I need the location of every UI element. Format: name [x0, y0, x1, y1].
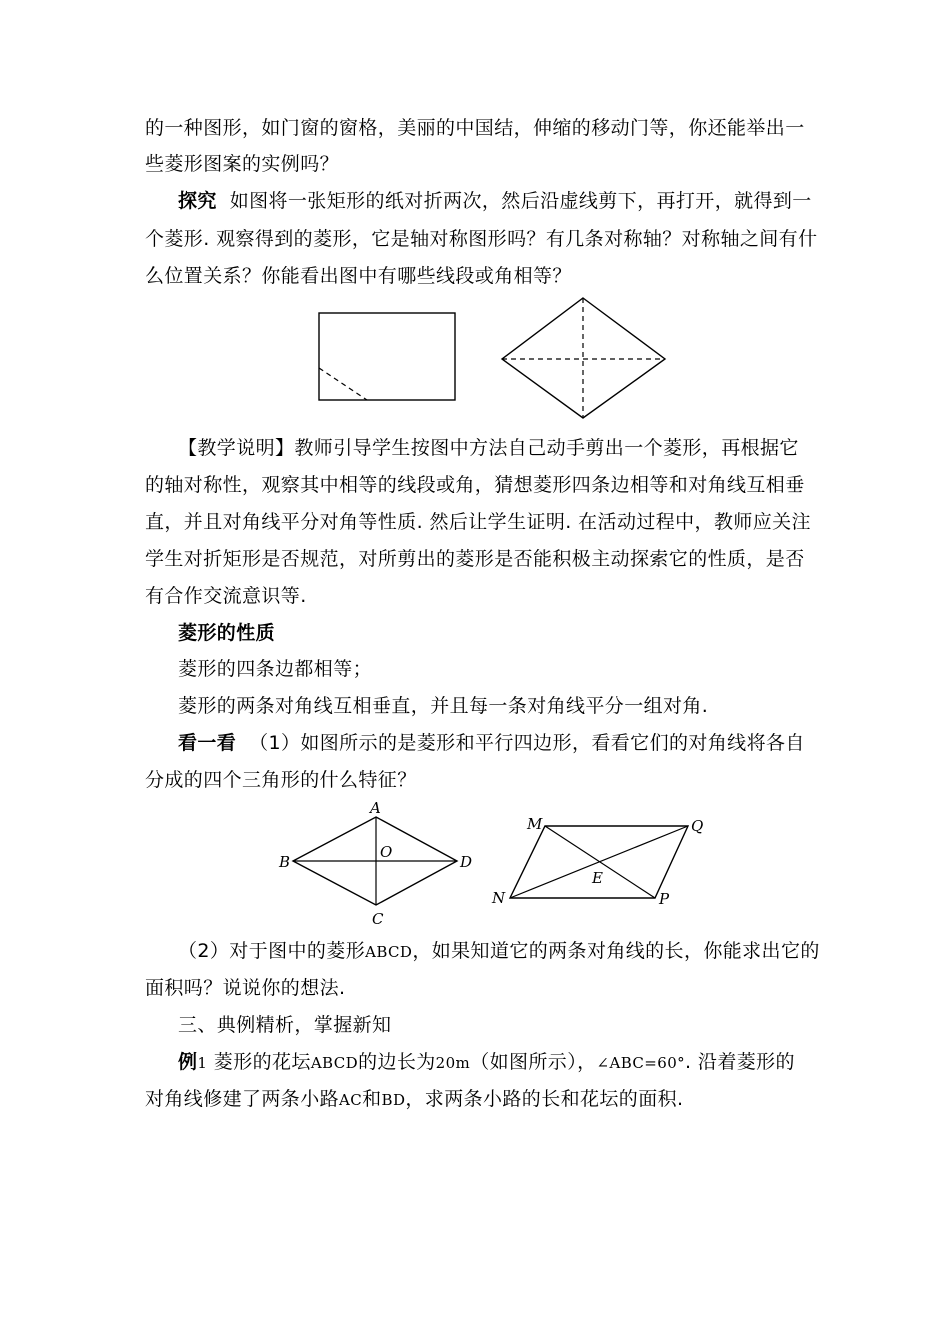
label-p: P: [659, 890, 670, 908]
example-line: 对角线修建了两条小路AC和BD，求两条小路的长和花坛的面积.: [145, 1088, 684, 1110]
section-heading: 三、典例精析，掌握新知: [178, 1014, 392, 1036]
text-line: 的一种图形，如门窗的窗格，美丽的中国结，伸缩的移动门等，你还能举出一: [145, 117, 805, 139]
note-line: 直，并且对角线平分对角等性质. 然后让学生证明. 在活动过程中，教师应关注: [145, 511, 811, 533]
label-m: M: [527, 815, 543, 833]
text-line: 分成的四个三角形的什么特征？: [145, 769, 417, 791]
look-line: 看一看 （1）如图所示的是菱形和平行四边形，看看它们的对角线将各自: [178, 732, 805, 754]
label-n: N: [492, 889, 506, 907]
question-2-line: （2）对于图中的菱形ABCD，如果知道它的两条对角线的长，你能求出它的: [178, 940, 820, 962]
label-e: E: [592, 869, 603, 887]
diagonal-nq: [510, 826, 688, 898]
note-line: 学生对折矩形是否规范，对所剪出的菱形是否能积极主动探索它的性质，是否: [145, 548, 805, 570]
label-d: D: [460, 853, 473, 871]
cut-line: [319, 368, 367, 400]
note-line: 有合作交流意识等.: [145, 585, 307, 607]
look-label: 看一看: [178, 732, 237, 754]
property-item: 菱形的两条对角线互相垂直，并且每一条对角线平分一组对角.: [178, 695, 709, 717]
text-line: 面积吗？说说你的想法.: [145, 977, 346, 999]
label-q: Q: [691, 817, 704, 835]
label-b: B: [279, 853, 291, 871]
fold-cut-figure: [300, 292, 680, 422]
note-line: 【教学说明】教师引导学生按图中方法自己动手剪出一个菱形，再根据它: [178, 437, 799, 459]
property-item: 菱形的四条边都相等；: [178, 658, 373, 680]
folded-rectangle: [319, 313, 455, 400]
rhombus-parallelogram-figure: [270, 795, 720, 935]
explore-line: 探究 如图将一张矩形的纸对折两次，然后沿虚线剪下，再打开，就得到一: [178, 190, 812, 212]
text-line: 么位置关系？你能看出图中有哪些线段或角相等？: [145, 265, 572, 287]
label-c: C: [372, 910, 384, 928]
explore-label: 探究: [178, 190, 217, 212]
text-line: 个菱形. 观察得到的菱形，它是轴对称图形吗？有几条对称轴？对称轴之间有什: [145, 228, 818, 250]
label-a: A: [370, 799, 381, 817]
note-line: 的轴对称性，观察其中相等的线段或角，猜想菱形四条边相等和对角线互相垂: [145, 474, 805, 496]
label-o: O: [380, 843, 393, 861]
properties-title: 菱形的性质: [178, 622, 276, 644]
example-label: 例: [178, 1051, 198, 1073]
example-line: 例1 菱形的花坛ABCD的边长为20m（如图所示），∠ABC=60°. 沿着菱形的: [178, 1051, 795, 1073]
text-line: 些菱形图案的实例吗？: [145, 153, 340, 175]
